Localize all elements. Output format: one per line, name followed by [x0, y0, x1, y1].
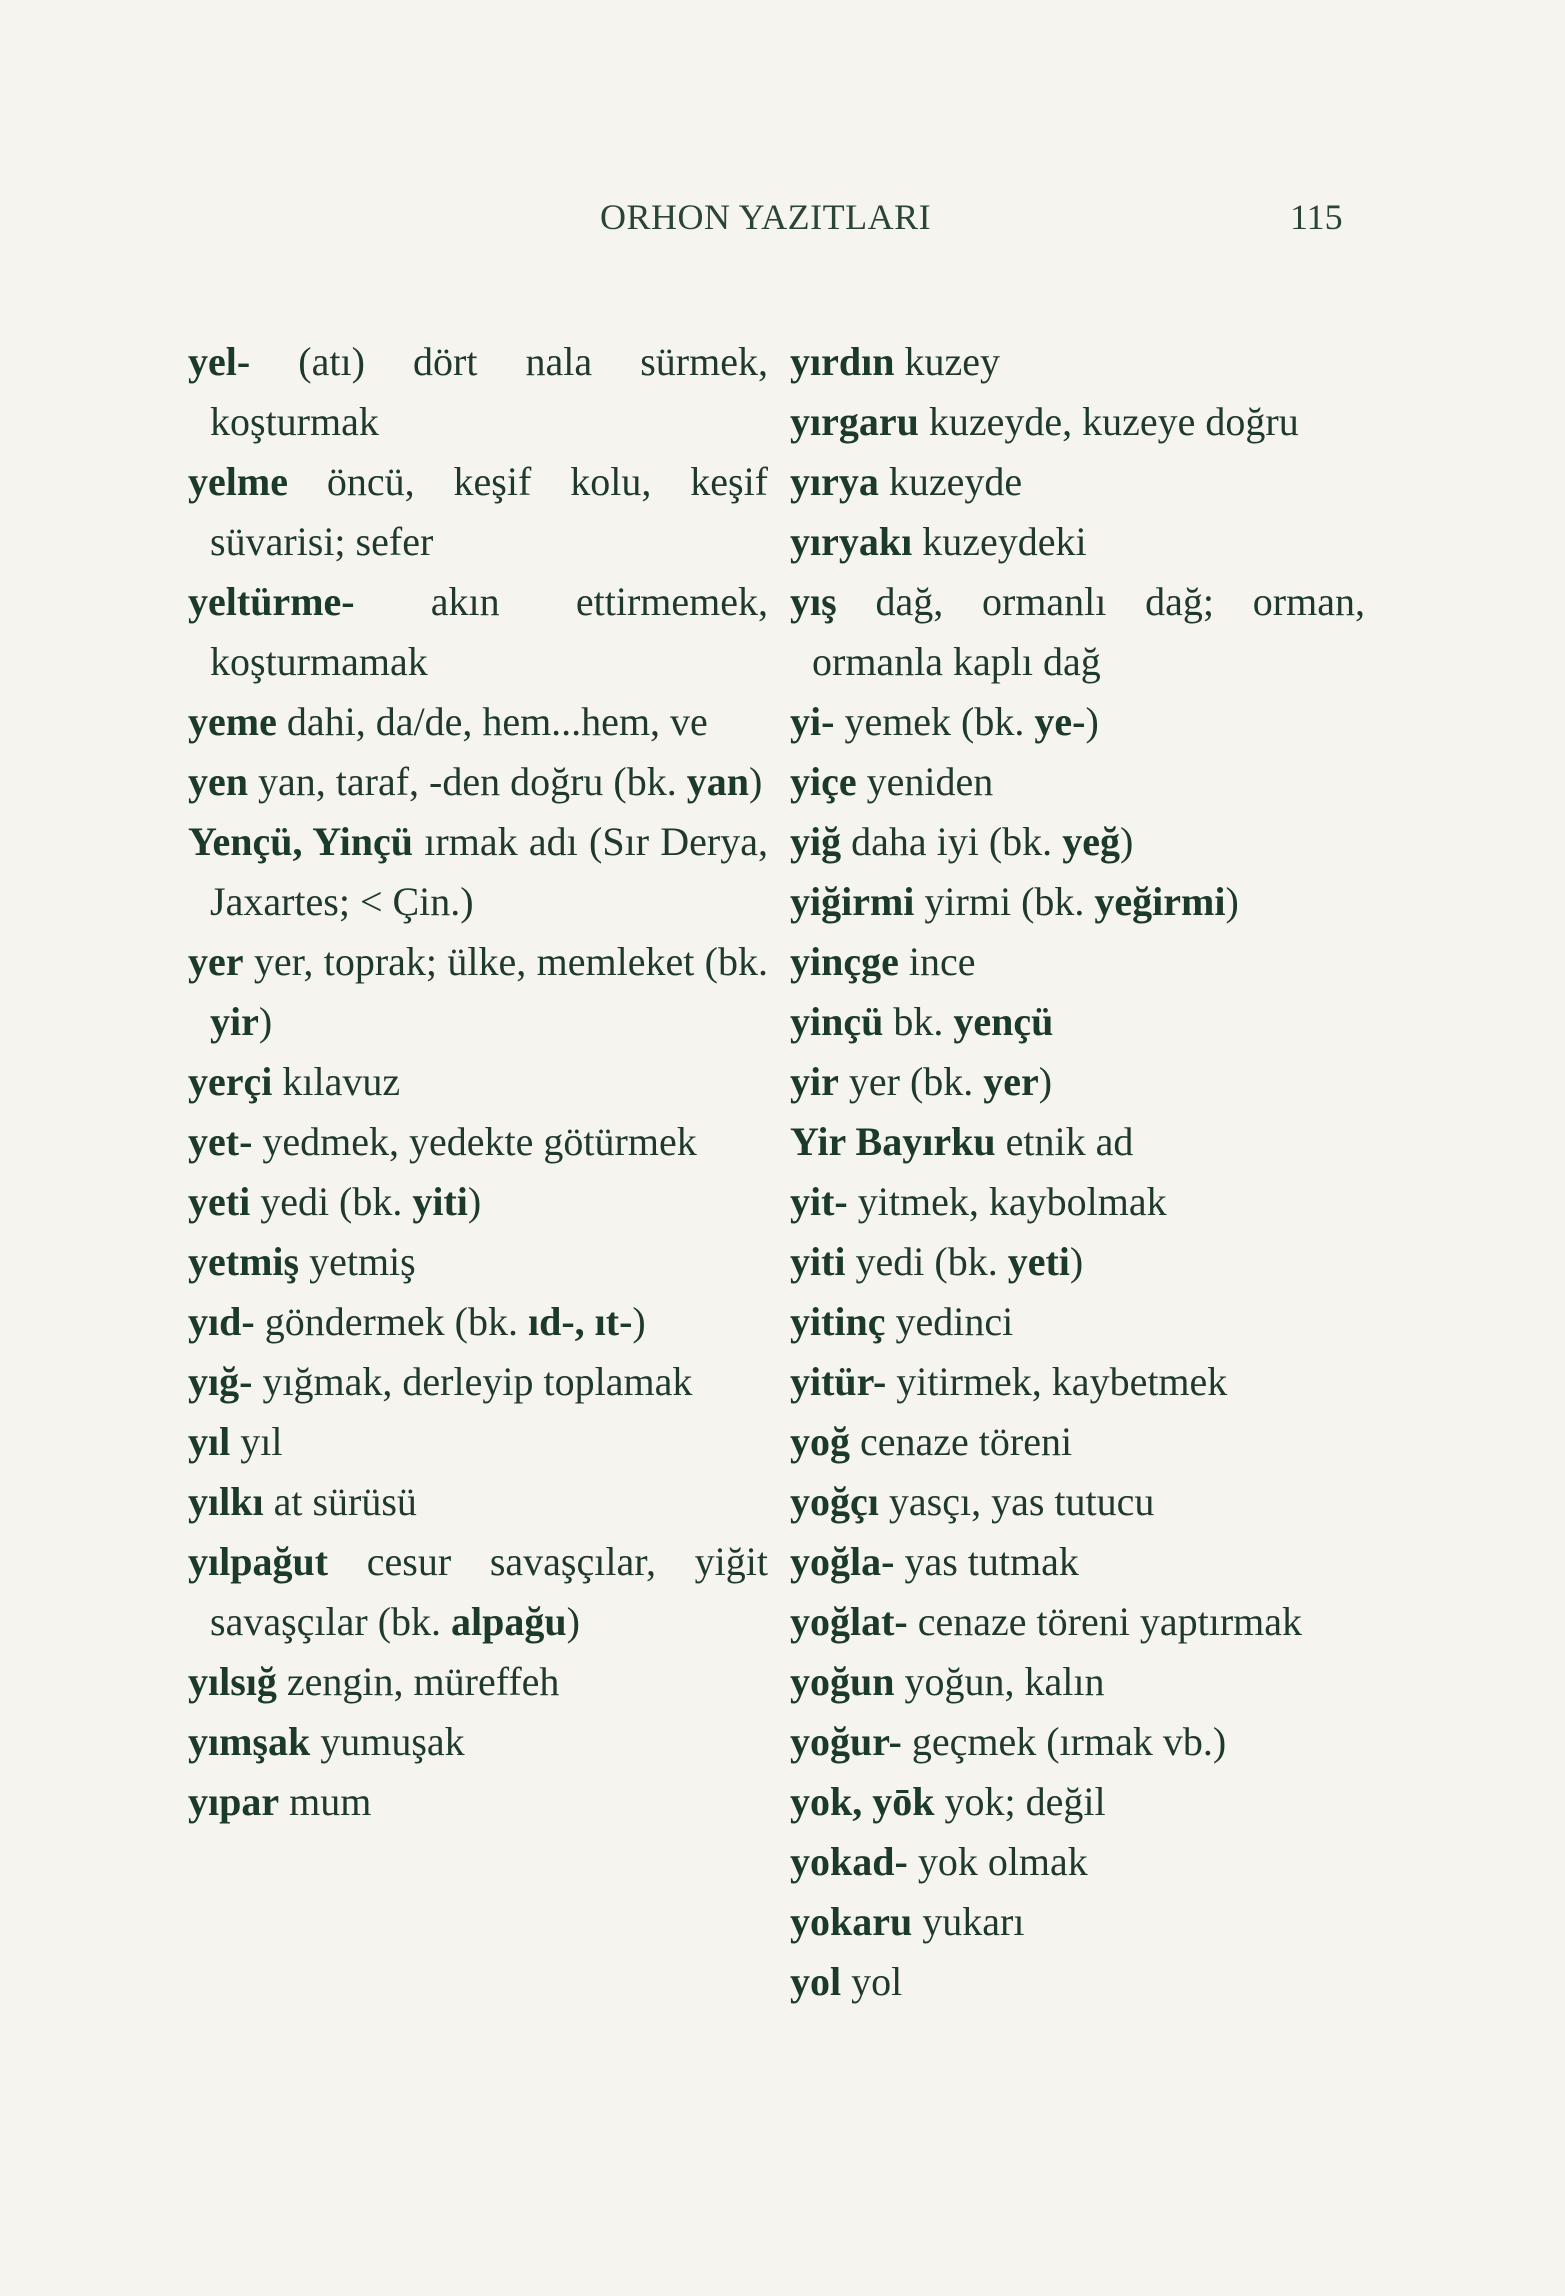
entry-headword: yeti	[188, 1179, 251, 1224]
entry-definition: yitirmek, kaybetmek	[886, 1359, 1228, 1404]
entry-cross-reference: yeti	[1007, 1239, 1070, 1284]
entry-headword: yılkı	[188, 1479, 264, 1524]
entry-cross-reference: yiti	[412, 1179, 468, 1224]
entry-definition: yumuşak	[310, 1719, 465, 1764]
entry-headword: yış	[790, 579, 837, 624]
left-column	[188, 332, 768, 1832]
entry-headword: yiti	[790, 1239, 846, 1284]
entry-definition: yas tutmak	[894, 1539, 1079, 1584]
dictionary-entry	[790, 1052, 1365, 1112]
dictionary-entry	[790, 872, 1365, 932]
entry-definition: yol	[841, 1959, 903, 2004]
entry-cross-reference: yeğ	[1062, 819, 1120, 864]
dictionary-entry	[790, 692, 1365, 752]
entry-definition: dahi, da/de, hem...hem, ve	[276, 699, 708, 744]
entry-headword: Yençü, Yinçü	[188, 819, 414, 864]
dictionary-entry	[188, 332, 768, 452]
entry-definition: mum	[279, 1779, 372, 1824]
entry-definition: etnik ad	[995, 1119, 1134, 1164]
entry-headword: yılsığ	[188, 1659, 277, 1704]
entry-definition: öncü, keşif kolu, keşif süvarisi; sefer	[210, 459, 768, 564]
dictionary-entry	[188, 1352, 768, 1412]
entry-headword: Yir Bayırku	[790, 1119, 996, 1164]
dictionary-entry	[790, 1592, 1365, 1652]
entry-definition: yan, taraf, -den doğru (bk.	[248, 759, 687, 804]
entry-cross-reference: ye-	[1034, 699, 1086, 744]
page-number: 115	[1290, 197, 1343, 237]
entry-headword: yılpağut	[188, 1539, 329, 1584]
dictionary-entry	[790, 752, 1365, 812]
entry-definition: yasçı, yas tutucu	[878, 1479, 1155, 1524]
entry-headword: yığ-	[188, 1359, 253, 1404]
entry-closing: )	[1038, 1059, 1053, 1104]
entry-definition: cenaze töreni	[850, 1419, 1073, 1464]
entry-definition: yukarı	[912, 1899, 1025, 1944]
entry-definition: ırmak adı (Sır Derya, Jaxartes; < Çin.)	[210, 819, 768, 924]
entry-headword: yıryakı	[790, 519, 913, 564]
entry-headword: yeltürme-	[188, 579, 355, 624]
entry-closing: )	[1069, 1239, 1084, 1284]
entry-closing: )	[258, 999, 273, 1044]
entry-definition: geçmek (ırmak vb.)	[901, 1719, 1227, 1764]
entry-definition: yok; değil	[934, 1779, 1106, 1824]
entry-definition: yirmi (bk.	[914, 879, 1095, 924]
dictionary-entry	[790, 452, 1365, 512]
dictionary-entry	[790, 392, 1365, 452]
dictionary-entry	[790, 992, 1365, 1052]
entry-definition: at sürüsü	[263, 1479, 417, 1524]
entry-headword: yerçi	[188, 1059, 273, 1104]
dictionary-entry	[188, 1412, 768, 1472]
entry-definition: yıl	[230, 1419, 283, 1464]
entry-headword: yet-	[188, 1119, 253, 1164]
entry-headword: yiğirmi	[790, 879, 915, 924]
dictionary-entry	[790, 1832, 1365, 1892]
entry-headword: yit-	[790, 1179, 848, 1224]
entry-cross-reference: yençü	[953, 999, 1054, 1044]
dictionary-entry	[790, 1772, 1365, 1832]
entry-headword: yoğla-	[790, 1539, 895, 1584]
dictionary-entry	[188, 452, 768, 572]
dictionary-entry	[790, 1652, 1365, 1712]
entry-headword: yeme	[188, 699, 277, 744]
entry-closing: )	[748, 759, 763, 804]
entry-headword: yokaru	[790, 1899, 913, 1944]
entry-headword: yinçü	[790, 999, 884, 1044]
entry-headword: yinçge	[790, 939, 899, 984]
entry-headword: yıd-	[188, 1299, 255, 1344]
dictionary-entry	[188, 692, 768, 752]
entry-headword: yol	[790, 1959, 842, 2004]
entry-closing: )	[632, 1299, 646, 1344]
entry-definition: kuzeyde, kuzeye doğru	[918, 399, 1299, 444]
entry-definition: cesur savaşçılar, yiğit savaşçılar (bk.	[210, 1539, 768, 1644]
dictionary-entry	[188, 1712, 768, 1772]
entry-headword: yoğ	[790, 1419, 850, 1464]
entry-cross-reference: alpağu	[451, 1599, 567, 1644]
running-title: ORHON YAZITLARI	[600, 197, 932, 237]
dictionary-entry	[188, 752, 768, 812]
dictionary-entry	[188, 1052, 768, 1112]
entry-definition: kuzey	[894, 339, 1000, 384]
entry-headword: yiçe	[790, 759, 857, 804]
entry-headword: yi-	[790, 699, 835, 744]
dictionary-entry	[188, 1112, 768, 1172]
dictionary-entry	[790, 812, 1365, 872]
entry-headword: yel-	[188, 339, 251, 384]
entry-cross-reference: ıd-, ıt-	[527, 1299, 633, 1344]
dictionary-entry	[188, 572, 768, 692]
entry-definition: yedinci	[885, 1299, 1014, 1344]
dictionary-entry	[790, 1352, 1365, 1412]
entry-headword: yıpar	[188, 1779, 280, 1824]
entry-headword: yıl	[188, 1419, 231, 1464]
entry-definition: yedmek, yedekte götürmek	[252, 1119, 697, 1164]
dictionary-entry	[790, 572, 1365, 692]
entry-cross-reference: yer	[983, 1059, 1039, 1104]
entry-headword: yoğlat-	[790, 1599, 908, 1644]
entry-closing: )	[566, 1599, 580, 1644]
dictionary-entry	[790, 1952, 1365, 2012]
entry-definition: kuzeydeki	[912, 519, 1087, 564]
entry-definition: kılavuz	[272, 1059, 401, 1104]
dictionary-entry	[188, 1532, 768, 1652]
entry-definition: yetmiş	[299, 1239, 416, 1284]
entry-definition: yitmek, kaybolmak	[847, 1179, 1167, 1224]
entry-closing: )	[1085, 699, 1099, 744]
dictionary-entry	[188, 1292, 768, 1352]
entry-headword: yoğçı	[790, 1479, 879, 1524]
entry-headword: yok, yōk	[790, 1779, 935, 1824]
dictionary-entry	[790, 1712, 1365, 1772]
dictionary-entry	[790, 1172, 1365, 1232]
entry-headword: yir	[790, 1059, 839, 1104]
entry-definition: (atı) dört nala sürmek, koşturmak	[210, 339, 768, 444]
entry-definition: cenaze töreni yaptırmak	[907, 1599, 1303, 1644]
entry-definition: yok olmak	[907, 1839, 1088, 1884]
dictionary-entry	[790, 512, 1365, 572]
entry-definition: göndermek (bk.	[254, 1299, 528, 1344]
entry-definition: yer (bk.	[838, 1059, 984, 1104]
entry-headword: yetmiş	[188, 1239, 300, 1284]
entry-headword: yiğ	[790, 819, 842, 864]
dictionary-entry	[188, 1172, 768, 1232]
entry-cross-reference: yeğirmi	[1094, 879, 1226, 924]
dictionary-entry	[790, 1532, 1365, 1592]
entry-headword: yırya	[790, 459, 879, 504]
dictionary-entry	[790, 932, 1365, 992]
entry-headword: yoğur-	[790, 1719, 902, 1764]
dictionary-entry	[790, 1472, 1365, 1532]
entry-headword: yitinç	[790, 1299, 886, 1344]
dictionary-entry	[790, 332, 1365, 392]
entry-headword: yitür-	[790, 1359, 887, 1404]
dictionary-entry	[188, 1232, 768, 1292]
dictionary-entry	[188, 812, 768, 932]
entry-headword: yer	[188, 939, 244, 984]
entry-closing: )	[1225, 879, 1239, 924]
entry-definition: yemek (bk.	[834, 699, 1035, 744]
page-header	[0, 196, 1565, 246]
right-column	[790, 332, 1365, 2012]
dictionary-entry	[790, 1232, 1365, 1292]
entry-headword: yokad-	[790, 1839, 908, 1884]
entry-definition: ince	[898, 939, 976, 984]
dictionary-entry	[790, 1112, 1365, 1172]
entry-definition: yeniden	[856, 759, 994, 804]
entry-headword: yımşak	[188, 1719, 311, 1764]
entry-cross-reference: yir	[210, 999, 259, 1044]
entry-definition: daha iyi (bk.	[841, 819, 1063, 864]
dictionary-entry	[188, 1772, 768, 1832]
entry-headword: yırgaru	[790, 399, 919, 444]
entry-definition: zengin, müreffeh	[276, 1659, 560, 1704]
dictionary-entry	[188, 1472, 768, 1532]
dictionary-entry	[188, 932, 768, 1052]
dictionary-entry	[790, 1892, 1365, 1952]
dictionary-entry	[790, 1412, 1365, 1472]
entry-headword: yırdın	[790, 339, 895, 384]
entry-definition: bk.	[883, 999, 954, 1044]
entry-definition: yoğun, kalın	[894, 1659, 1105, 1704]
entry-headword: yelme	[188, 459, 288, 504]
dictionary-entry	[790, 1292, 1365, 1352]
entry-closing: )	[1119, 819, 1134, 864]
entry-cross-reference: yan	[686, 759, 749, 804]
entry-definition: yığmak, derleyip toplamak	[252, 1359, 693, 1404]
entry-definition: yedi (bk.	[845, 1239, 1008, 1284]
entry-definition: dağ, ormanlı dağ; orman, ormanla kaplı dağ	[812, 579, 1365, 684]
entry-definition: yedi (bk.	[250, 1179, 413, 1224]
entry-closing: )	[467, 1179, 482, 1224]
dictionary-entry	[188, 1652, 768, 1712]
entry-definition: kuzeyde	[878, 459, 1023, 504]
entry-definition: akın ettirmemek, koşturmamak	[210, 579, 768, 684]
entry-definition: yer, toprak; ülke, memleket (bk.	[243, 939, 768, 984]
entry-headword: yoğun	[790, 1659, 895, 1704]
entry-headword: yen	[188, 759, 248, 804]
